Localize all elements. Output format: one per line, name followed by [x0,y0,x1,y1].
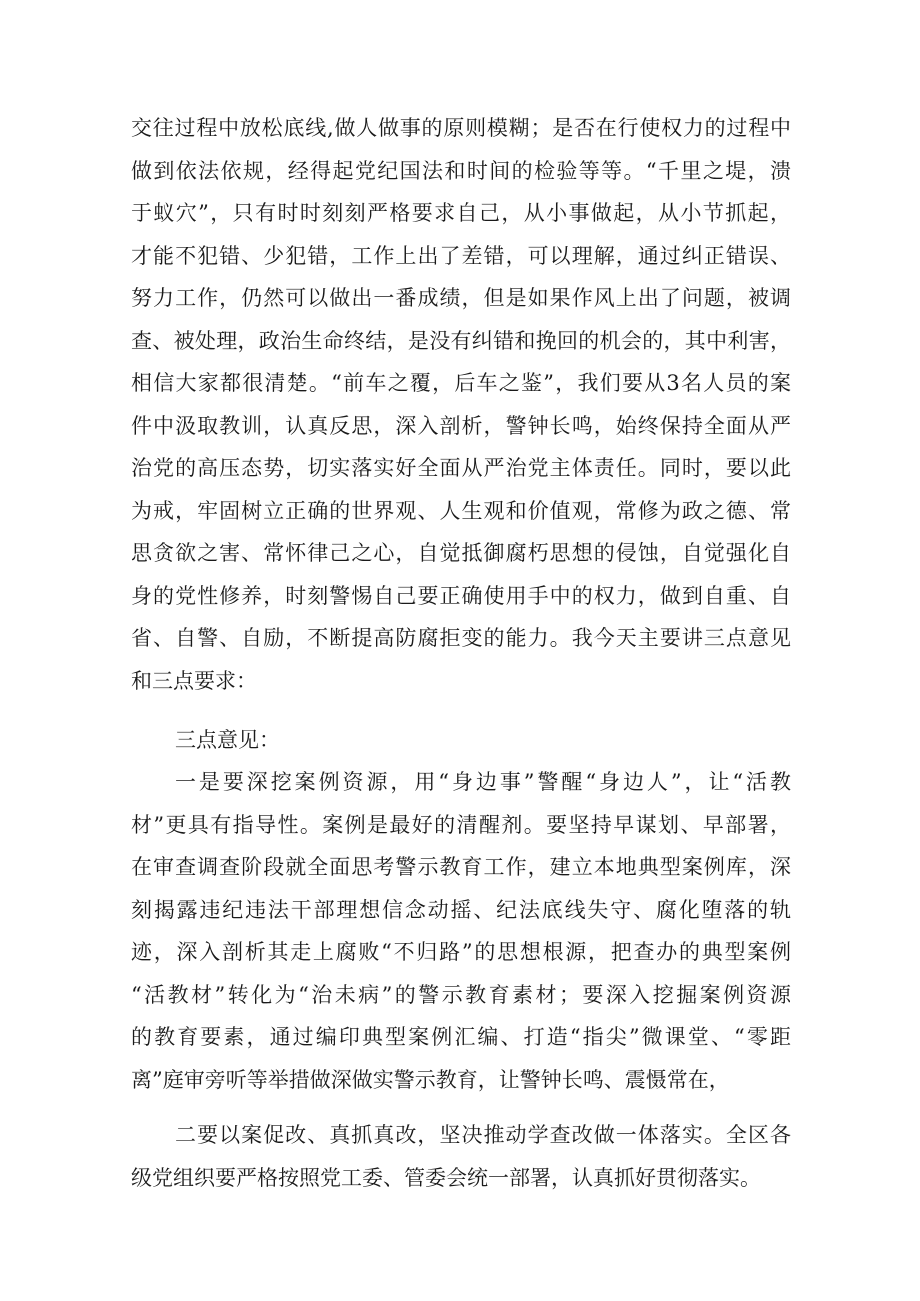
paragraph-line: 做到依法依规，经得起党纪国法和时间的检验等等。“千里之堤，溃 [131,158,791,183]
paragraph-line: 身的党性修养，时刻警惕自己要正确使用手中的权力，做到自重、自 [131,583,791,608]
paragraph-line: 刻揭露违纪违法干部理想信念动摇、纪法底线失守、腐化堕落的轨 [131,897,791,922]
paragraph-line: “活教材”转化为“治未病”的警示教育素材；要深入挖掘案例资源 [131,982,791,1007]
paragraph-line: 为戒，牢固树立正确的世界观、人生观和价值观，常修为政之德、常 [131,498,791,523]
section-heading-text: 三点意见： [175,728,280,752]
paragraph-context [131,107,791,702]
paragraph-line: 思贪欲之害、常怀律己之心，自觉抵御腐朽思想的侵蚀，自觉强化自 [131,541,791,565]
paragraph-line: 治党的高压态势，切实落实好全面从严治党主体责任。同时，要以此 [131,456,791,480]
paragraph-line: 交往过程中放松底线,做人做事的原则模糊；是否在行使权力的过程中 [131,116,791,140]
section-heading [131,719,791,762]
paragraph-line: 省、自警、自励，不断提高防腐拒变的能力。我今天主要讲三点意见 [131,626,791,650]
paragraph-line: 件中汲取教训，认真反思，深入剖析，警钟长鸣，始终保持全面从严 [131,413,791,438]
paragraph-line: 查、被处理，政治生命终结，是没有纠错和挽回的机会的，其中利害， [131,328,791,353]
paragraph-line: 材”更具有指导性。案例是最好的清醒剂。要坚持早谋划、早部署， [131,812,791,837]
paragraph-line: 离”庭审旁听等举措做深做实警示教育，让警钟长鸣、震慑常在， [131,1067,730,1092]
paragraph-line: 才能不犯错、少犯错，工作上出了差错，可以理解，通过纠正错误、 [131,243,791,268]
paragraph-line: 级党组织要严格按照党工委、管委会统一部署，认真抓好贯彻落实。 [131,1165,761,1190]
paragraph-line: 努力工作，仍然可以做出一番成绩，但是如果作风上出了问题，被调 [131,286,791,310]
paragraph-point-one [131,761,791,1101]
paragraph-line: 和三点要求： [131,668,257,693]
paragraph-line: 迹，深入剖析其走上腐败“不归路”的思想根源，把查办的典型案例 [131,940,791,964]
paragraph-line: 于蚁穴”，只有时时刻刻严格要求自己，从小事做起，从小节抓起， [131,201,791,225]
paragraph-line: 的教育要素，通过编印典型案例汇编、打造“指尖”微课堂、“零距 [131,1025,791,1049]
paragraph-line: 相信大家都很清楚。“前车之覆，后车之鉴”，我们要从3名人员的案 [131,371,791,395]
paragraph-line: 一是要深挖案例资源，用“身边事”警醒“身边人”，让“活教 [175,770,791,794]
paragraph-line: 在审查调查阶段就全面思考警示教育工作，建立本地典型案例库，深 [131,855,791,879]
paragraph-line: 二要以案促改、真抓真改，坚决推动学查改做一体落实。全区各 [175,1123,791,1147]
paragraph-point-two [131,1114,791,1199]
